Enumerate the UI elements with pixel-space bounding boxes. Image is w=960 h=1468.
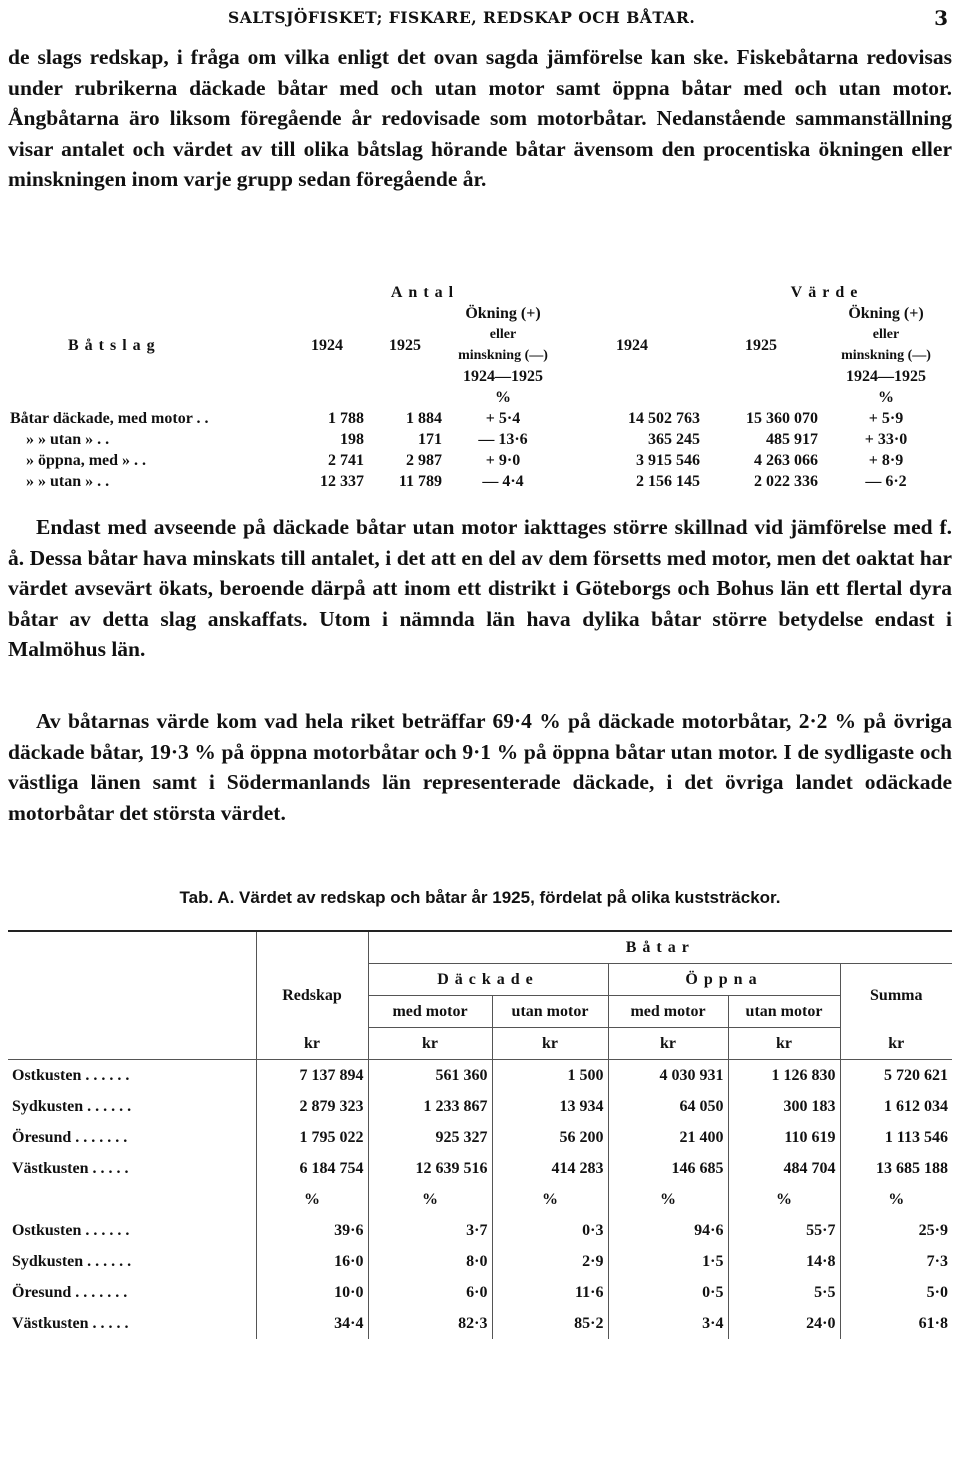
cell-dackade-utan: 2·9 bbox=[492, 1246, 608, 1277]
cell-dackade-utan: 11·6 bbox=[492, 1277, 608, 1308]
unit-pct: % bbox=[368, 1184, 492, 1215]
unit-pct: % bbox=[256, 1184, 368, 1215]
antal-change-head1: Ökning (+) bbox=[465, 305, 541, 322]
cell-redskap: 7 137 894 bbox=[256, 1060, 368, 1092]
group-oppna: Öppna bbox=[608, 964, 840, 996]
cell-antal-1925: 2 987 bbox=[406, 452, 442, 469]
cell-antal-1924: 198 bbox=[340, 431, 364, 448]
cell-dackade-med: 1 233 867 bbox=[368, 1091, 492, 1122]
cell-varde-change: + 5·9 bbox=[868, 410, 904, 427]
cell-redskap: 2 879 323 bbox=[256, 1091, 368, 1122]
paragraph-intro: de slags redskap, i fråga om vilka enligt det ovan sagda jämförelse kan ske. Fiskebåtarna redovisas under rubrikerna däckade båtar med och utan motor samt öppna båtar med och utan motor. Ångbåtarna äro liksom föregående år redovisade som motorbåtar. Nedanstående sammanställning visar antalet och värdet av till olika båtslag hörande båtar ävensom den procentiska ökningen eller minskningen inom varje grupp sedan föregående år. bbox=[8, 45, 952, 191]
cell-summa: 25·9 bbox=[840, 1215, 952, 1246]
cell-dackade-utan: 13 934 bbox=[492, 1091, 608, 1122]
table1-header-row2 bbox=[8, 324, 952, 366]
cell-varde-1924: 14 502 763 bbox=[628, 410, 700, 427]
varde-pct-unit: % bbox=[878, 389, 894, 406]
row-label: Sydkusten . . . . . . bbox=[12, 1253, 132, 1270]
cell-varde-change: — 6·2 bbox=[865, 473, 907, 490]
cell-antal-change: + 9·0 bbox=[485, 452, 521, 469]
running-head: SALTSJÖFISKET; FISKARE, REDSKAP OCH BÅTAR. bbox=[228, 8, 696, 27]
table-row bbox=[8, 1122, 952, 1153]
cell-varde-change: + 33·0 bbox=[864, 431, 908, 448]
cell-varde-1924: 365 245 bbox=[648, 431, 700, 448]
row-label: Båtar däckade, med motor . . bbox=[10, 410, 209, 427]
cell-oppna-med: 94·6 bbox=[608, 1215, 728, 1246]
unit-kr: kr bbox=[840, 1028, 952, 1060]
row-label: Öresund . . . . . . . bbox=[12, 1129, 128, 1146]
table-a-unit-row bbox=[8, 1028, 952, 1060]
cell-dackade-utan: 56 200 bbox=[492, 1122, 608, 1153]
cell-antal-1924: 12 337 bbox=[320, 473, 364, 490]
row-label: » öppna, med » . . bbox=[26, 452, 147, 469]
page-number: 3 bbox=[934, 6, 948, 30]
cell-dackade-utan: 414 283 bbox=[492, 1153, 608, 1184]
cell-summa: 5 720 621 bbox=[840, 1060, 952, 1092]
cell-oppna-med: 64 050 bbox=[608, 1091, 728, 1122]
row-label: Västkusten . . . . . bbox=[12, 1160, 129, 1177]
unit-pct: % bbox=[492, 1184, 608, 1215]
cell-dackade-utan: 85·2 bbox=[492, 1308, 608, 1339]
cell-antal-1925: 171 bbox=[418, 431, 442, 448]
row-label: » » utan » . . bbox=[26, 473, 110, 490]
eller-label: eller bbox=[489, 327, 517, 342]
cell-oppna-med: 146 685 bbox=[608, 1153, 728, 1184]
varde-col-1925: 1925 bbox=[745, 336, 777, 354]
table-a-header-motor bbox=[8, 996, 952, 1028]
row-label: Sydkusten . . . . . . bbox=[12, 1098, 132, 1115]
varde-change-period: 1924—1925 bbox=[846, 368, 926, 385]
cell-antal-1924: 2 741 bbox=[328, 452, 364, 469]
col-oppna-utan-motor: utan motor bbox=[728, 996, 840, 1028]
paragraph-value-share: Av båtarnas värde kom vad hela riket beträffar 69·4 % på däckade motorbåtar, 2·2 % på övriga däckade båtar, 19·3 % på öppna motorbåtar och 9·1 % på öppna båtar utan motor. I de sydligaste och västliga länen samt i Södermanlands län representerade däckade, i det övriga landet odäckade motorbåtar det största värdet. bbox=[8, 709, 952, 825]
cell-redskap: 1 795 022 bbox=[256, 1122, 368, 1153]
cell-antal-change: — 13·6 bbox=[478, 431, 528, 448]
cell-summa: 61·8 bbox=[840, 1308, 952, 1339]
col-dackade-med-motor: med motor bbox=[368, 996, 492, 1028]
unit-pct: % bbox=[728, 1184, 840, 1215]
cell-varde-1925: 15 360 070 bbox=[746, 410, 818, 427]
cell-antal-1924: 1 788 bbox=[328, 410, 364, 427]
unit-kr: kr bbox=[256, 1028, 368, 1060]
minskning-label: minskning (—) bbox=[458, 348, 548, 363]
table-a bbox=[8, 930, 952, 1339]
cell-oppna-utan: 1 126 830 bbox=[728, 1060, 840, 1092]
cell-summa: 5·0 bbox=[840, 1277, 952, 1308]
cell-dackade-med: 925 327 bbox=[368, 1122, 492, 1153]
col-batslag: Båtslag bbox=[68, 336, 161, 354]
table-a-header-groups bbox=[8, 964, 952, 996]
cell-oppna-utan: 300 183 bbox=[728, 1091, 840, 1122]
group-antal: Antal bbox=[390, 284, 460, 301]
cell-redskap: 34·4 bbox=[256, 1308, 368, 1339]
cell-varde-1924: 3 915 546 bbox=[636, 452, 700, 469]
antal-pct-unit: % bbox=[495, 389, 511, 406]
cell-summa: 7·3 bbox=[840, 1246, 952, 1277]
table-a-pct-row bbox=[8, 1184, 952, 1215]
col-oppna-med-motor: med motor bbox=[608, 996, 728, 1028]
group-varde: Värde bbox=[790, 284, 864, 301]
cell-oppna-utan: 55·7 bbox=[728, 1215, 840, 1246]
cell-oppna-utan: 14·8 bbox=[728, 1246, 840, 1277]
table-row bbox=[8, 471, 952, 492]
cell-summa: 1 113 546 bbox=[840, 1122, 952, 1153]
cell-redskap: 16·0 bbox=[256, 1246, 368, 1277]
page-header bbox=[0, 6, 960, 32]
cell-varde-1925: 485 917 bbox=[766, 431, 818, 448]
row-label: » » utan » . . bbox=[26, 431, 110, 448]
group-dackade: Däckade bbox=[368, 964, 608, 996]
varde-col-1924: 1924 bbox=[616, 336, 648, 354]
table1-header-row1 bbox=[8, 303, 952, 324]
eller-label: eller bbox=[872, 327, 900, 342]
table1-header-row3 bbox=[8, 366, 952, 387]
table-row bbox=[8, 408, 952, 429]
table-row bbox=[8, 429, 952, 450]
col-dackade-utan-motor: utan motor bbox=[492, 996, 608, 1028]
table-row bbox=[8, 1246, 952, 1277]
group-batar: Båtar bbox=[368, 931, 952, 964]
table1-pct-row bbox=[8, 387, 952, 408]
cell-dackade-med: 82·3 bbox=[368, 1308, 492, 1339]
antal-change-period: 1924—1925 bbox=[463, 368, 543, 385]
unit-kr: kr bbox=[728, 1028, 840, 1060]
unit-kr: kr bbox=[608, 1028, 728, 1060]
cell-antal-1925: 1 884 bbox=[406, 410, 442, 427]
cell-oppna-utan: 5·5 bbox=[728, 1277, 840, 1308]
antal-col-1924: 1924 bbox=[311, 336, 343, 354]
unit-kr: kr bbox=[492, 1028, 608, 1060]
cell-varde-1924: 2 156 145 bbox=[636, 473, 700, 490]
table-row bbox=[8, 1060, 952, 1092]
cell-dackade-med: 12 639 516 bbox=[368, 1153, 492, 1184]
row-label: Ostkusten . . . . . . bbox=[12, 1222, 130, 1239]
cell-oppna-med: 4 030 931 bbox=[608, 1060, 728, 1092]
cell-oppna-med: 21 400 bbox=[608, 1122, 728, 1153]
table-a-title: Tab. A. Värdet av redskap och båtar år 1925, fördelat på olika kuststräckor. bbox=[179, 888, 781, 907]
cell-redskap: 39·6 bbox=[256, 1215, 368, 1246]
cell-redskap: 10·0 bbox=[256, 1277, 368, 1308]
row-label: Öresund . . . . . . . bbox=[12, 1284, 128, 1301]
cell-antal-change: + 5·4 bbox=[485, 410, 521, 427]
cell-oppna-med: 1·5 bbox=[608, 1246, 728, 1277]
cell-dackade-med: 3·7 bbox=[368, 1215, 492, 1246]
table-row bbox=[8, 1215, 952, 1246]
cell-summa: 1 612 034 bbox=[840, 1091, 952, 1122]
cell-antal-1925: 11 789 bbox=[398, 473, 442, 490]
cell-varde-change: + 8·9 bbox=[868, 452, 904, 469]
antal-change-head2 bbox=[444, 324, 562, 366]
table1-group-header bbox=[8, 282, 952, 303]
cell-dackade-med: 6·0 bbox=[368, 1277, 492, 1308]
cell-oppna-utan: 110 619 bbox=[728, 1122, 840, 1153]
cell-oppna-med: 3·4 bbox=[608, 1308, 728, 1339]
cell-dackade-med: 561 360 bbox=[368, 1060, 492, 1092]
cell-dackade-med: 8·0 bbox=[368, 1246, 492, 1277]
table-row bbox=[8, 1308, 952, 1339]
col-redskap: Redskap bbox=[256, 964, 368, 1028]
unit-kr: kr bbox=[368, 1028, 492, 1060]
table-row bbox=[8, 1091, 952, 1122]
cell-summa: 13 685 188 bbox=[840, 1153, 952, 1184]
minskning-label: minskning (—) bbox=[841, 348, 931, 363]
cell-dackade-utan: 0·3 bbox=[492, 1215, 608, 1246]
cell-antal-change: — 4·4 bbox=[482, 473, 524, 490]
paragraph-deck-boats: Endast med avseende på däckade båtar utan motor iakttages större skillnad vid jämförelse med f. å. Dessa båtar hava minskats till antalet, i det att en del av dem försetts med motor, men det oaktat har värdet avsevärt ökats, beroende därpå att inom ett distrikt i Göteborgs och Bohus län ett flertal dyra båtar av detta slag anskaffats. Utom i nämnda län hava dylika båtar större betydelse endast i Malmöhus län. bbox=[8, 515, 952, 661]
row-label: Västkusten . . . . . bbox=[12, 1315, 129, 1332]
cell-oppna-utan: 24·0 bbox=[728, 1308, 840, 1339]
cell-dackade-utan: 1 500 bbox=[492, 1060, 608, 1092]
table-a-header-batar bbox=[8, 931, 952, 964]
table-row bbox=[8, 1153, 952, 1184]
row-label: Ostkusten . . . . . . bbox=[12, 1067, 130, 1084]
unit-pct: % bbox=[840, 1184, 952, 1215]
col-summa: Summa bbox=[840, 964, 952, 1028]
antal-col-1925: 1925 bbox=[389, 336, 421, 354]
table-row bbox=[8, 450, 952, 471]
boat-count-value-table bbox=[8, 282, 952, 492]
cell-oppna-med: 0·5 bbox=[608, 1277, 728, 1308]
unit-pct: % bbox=[608, 1184, 728, 1215]
cell-varde-1925: 4 263 066 bbox=[754, 452, 818, 469]
varde-change-head2 bbox=[820, 324, 952, 366]
cell-oppna-utan: 484 704 bbox=[728, 1153, 840, 1184]
cell-varde-1925: 2 022 336 bbox=[754, 473, 818, 490]
cell-redskap: 6 184 754 bbox=[256, 1153, 368, 1184]
table-row bbox=[8, 1277, 952, 1308]
varde-change-head1: Ökning (+) bbox=[848, 305, 924, 322]
